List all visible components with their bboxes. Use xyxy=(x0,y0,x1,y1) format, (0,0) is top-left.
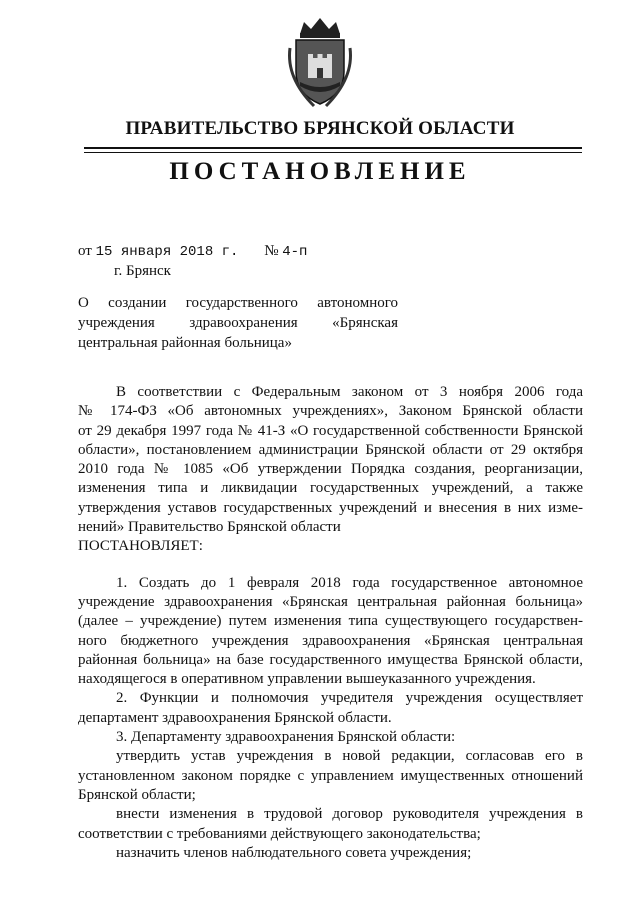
document-subject xyxy=(78,293,398,353)
subject-line: учреждения здравоохранения «Брянская xyxy=(78,315,398,331)
header-rule-thick xyxy=(84,147,582,149)
preamble-line: утверждения уставов государственных учреждений и внесения в них изме- xyxy=(78,499,583,516)
item-line: установленном законом порядке с управлением имущественных отношений xyxy=(78,767,583,784)
document-number: 4-п xyxy=(282,244,308,260)
preamble-line: области», постановлением администрации Брянской области от 29 октября xyxy=(78,441,583,458)
item-line: соответствии с требованиями действующего законодательства; xyxy=(78,825,481,842)
preamble-line: 2010 года № 1085 «Об утверждении Порядка создания, реорганизации, xyxy=(78,461,583,478)
item-line: (далее – учреждение) путем изменения типа существующего государствен- xyxy=(78,613,583,630)
preamble-line: В соответствии с Федеральным законом от 3 ноября 2006 года xyxy=(116,384,583,400)
item-line: 2. Функции и полномочия учредителя учреждения осуществляет xyxy=(116,690,583,707)
item-line: учреждение здравоохранения «Брянская центральная районная больница» xyxy=(78,593,583,610)
item-line: утвердить устав учреждения в новой редакции, согласовав его в xyxy=(116,748,583,765)
document-type: ПОСТАНОВЛЕНИЕ xyxy=(169,158,471,185)
preamble-line: нений» Правительство Брянской области xyxy=(78,519,341,536)
city: г. Брянск xyxy=(114,263,171,279)
preamble-line: от 29 декабря 1997 года № 41-З «О государственной собственности Брянской xyxy=(78,422,583,439)
number-label: № xyxy=(264,243,279,259)
item-line: районная больница» на базе государственного имущества Брянской области, xyxy=(78,651,583,668)
resolves-label: ПОСТАНОВЛЯЕТ: xyxy=(78,538,203,555)
item-line: 1. Создать до 1 февраля 2018 года государственное автономное xyxy=(116,574,583,591)
subject-line: центральная районная больница» xyxy=(78,335,292,351)
document-date: 15 января 2018 г. xyxy=(95,244,239,260)
date-line xyxy=(78,243,307,260)
subject-line: О создании государственного автономного xyxy=(78,295,398,311)
item-line: находящегося в оперативном управлении вышеуказанного учреждения. xyxy=(78,671,536,688)
item-line: внести изменения в трудовой договор руководителя учреждения в xyxy=(116,806,583,823)
preamble-line: № 174-ФЗ «Об автономных учреждениях», Законом Брянской области xyxy=(78,403,583,420)
item-line: Брянской области; xyxy=(78,786,196,803)
item-line: 3. Департаменту здравоохранения Брянской области: xyxy=(116,729,456,746)
preamble-line: изменения типа и ликвидации государственных учреждений, а также xyxy=(78,480,583,497)
item-line: назначить членов наблюдательного совета учреждения; xyxy=(116,844,472,861)
document-body xyxy=(78,383,583,863)
paragraph-gap xyxy=(78,557,583,574)
item-line: департамент здравоохранения Брянской области. xyxy=(78,709,392,726)
header-rule-thin xyxy=(84,152,582,153)
coat-of-arms-icon xyxy=(278,14,362,108)
item-line: ного бюджетного учреждения здравоохранения «Брянская центральная xyxy=(78,632,583,649)
organization-name: ПРАВИТЕЛЬСТВО БРЯНСКОЙ ОБЛАСТИ xyxy=(125,118,515,139)
date-prefix: от xyxy=(78,243,92,259)
